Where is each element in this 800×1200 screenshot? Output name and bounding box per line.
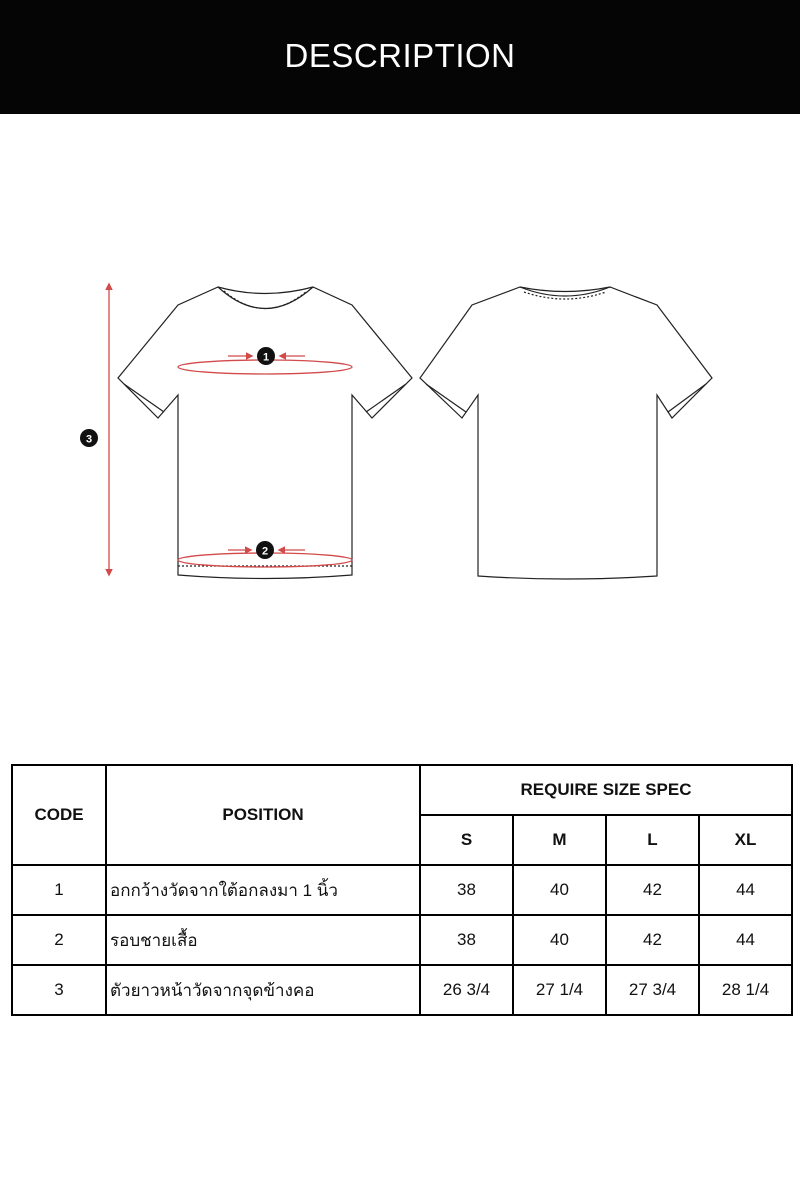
- row-code: 1: [12, 865, 106, 915]
- marker-1-label: 1: [262, 351, 270, 364]
- table-row: [12, 915, 792, 965]
- row-value-xl: 44: [699, 865, 792, 915]
- row-value-m: 40: [513, 915, 606, 965]
- tshirt-back: [420, 287, 712, 579]
- row-value-l: 42: [606, 915, 699, 965]
- table-row: [12, 865, 792, 915]
- tshirt-measurement-diagram: [0, 240, 800, 620]
- tshirt-diagram-svg: [0, 240, 800, 620]
- row-value-m: 27 1/4: [513, 965, 606, 1015]
- row-value-s: 38: [420, 915, 513, 965]
- marker-3-label: 3: [85, 433, 93, 446]
- page-header: [0, 0, 800, 114]
- row-code: 3: [12, 965, 106, 1015]
- row-value-xl: 44: [699, 915, 792, 965]
- row-value-l: 42: [606, 865, 699, 915]
- row-position: อกกว้างวัดจากใต้อกลงมา 1 นิ้ว: [106, 865, 420, 915]
- position-header: POSITION: [106, 765, 420, 865]
- row-position: รอบชายเสื้อ: [106, 915, 420, 965]
- row-code: 2: [12, 915, 106, 965]
- code-header: CODE: [12, 765, 106, 865]
- tshirt-front: [118, 287, 412, 579]
- row-value-m: 40: [513, 865, 606, 915]
- size-header-m: M: [513, 815, 606, 865]
- marker-2-label: 2: [261, 545, 269, 558]
- row-value-xl: 28 1/4: [699, 965, 792, 1015]
- marker-3-icon: [80, 429, 98, 447]
- size-header-l: L: [606, 815, 699, 865]
- table-row: [12, 965, 792, 1015]
- spec-header: REQUIRE SIZE SPEC: [420, 765, 792, 815]
- size-spec-table: [11, 764, 793, 1016]
- marker-1-icon: [257, 347, 275, 365]
- row-value-s: 26 3/4: [420, 965, 513, 1015]
- page-title: DESCRIPTION: [284, 37, 516, 74]
- row-value-s: 38: [420, 865, 513, 915]
- size-header-s: S: [420, 815, 513, 865]
- row-value-l: 27 3/4: [606, 965, 699, 1015]
- row-position: ตัวยาวหน้าวัดจากจุดข้างคอ: [106, 965, 420, 1015]
- marker-2-icon: [256, 541, 274, 559]
- size-header-xl: XL: [699, 815, 792, 865]
